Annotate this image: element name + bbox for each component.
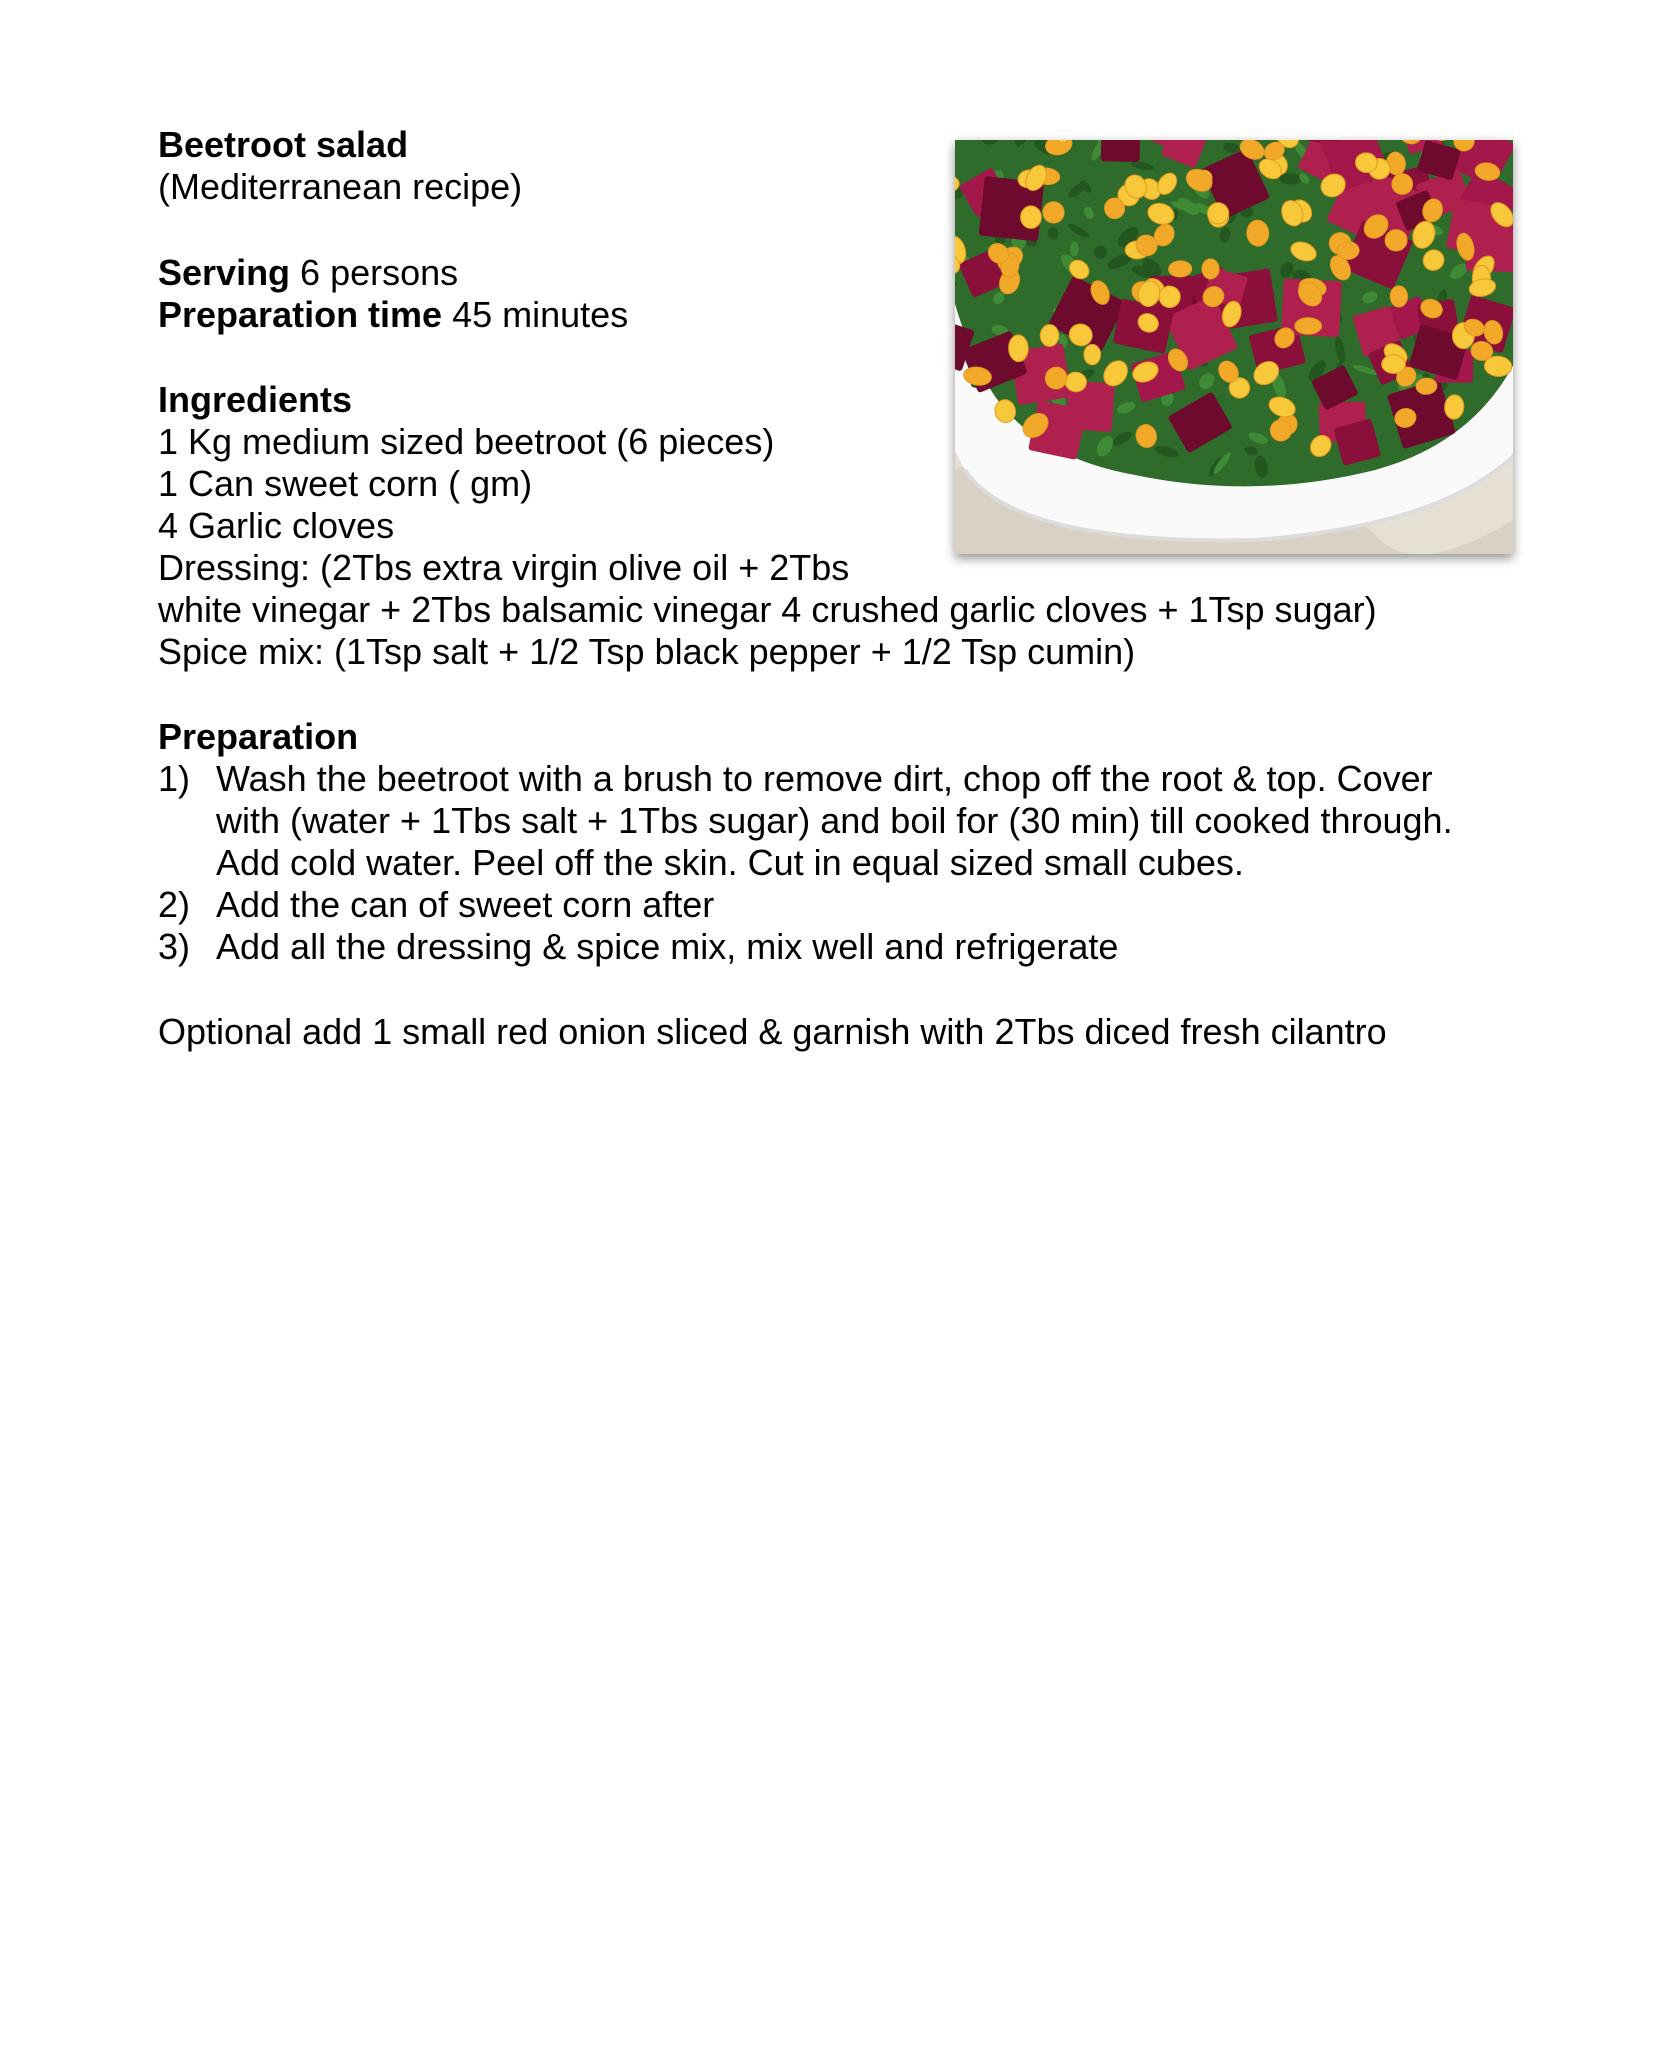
corn-kernel <box>1416 378 1438 395</box>
corn-kernel <box>1084 344 1101 365</box>
corn-kernel <box>1382 355 1406 374</box>
salad-photo <box>955 140 1513 554</box>
step-number: 1) <box>158 758 191 799</box>
spacer <box>158 968 1518 1011</box>
preparation-step <box>158 758 1518 884</box>
corn-kernel <box>1295 318 1322 334</box>
preparation-heading: Preparation <box>158 716 359 757</box>
prep-time-label: Preparation time <box>158 294 443 335</box>
beet-cube <box>1101 140 1141 162</box>
ingredient-item: Dressing: (2Tbs extra virgin olive oil + 2Tbs <box>158 547 850 588</box>
corn-kernel <box>1020 206 1041 229</box>
ingredient-item: 1 Kg medium sized beetroot (6 pieces) <box>158 421 775 462</box>
step-number: 2) <box>158 884 191 925</box>
ingredient-item: 1 Can sweet corn ( gm) <box>158 463 533 504</box>
ingredient-item: white vinegar + 2Tbs balsamic vinegar 4 crushed garlic cloves + 1Tsp sugar) <box>158 589 1377 630</box>
ingredient-item: 4 Garlic cloves <box>158 505 395 546</box>
step-text: Add all the dressing & spice mix, mix well and refrigerate <box>216 926 1119 967</box>
preparation-step <box>158 884 1518 926</box>
spacer <box>158 673 1518 716</box>
prep-time-value: 45 minutes <box>442 294 629 335</box>
ingredient-item: Spice mix: (1Tsp salt + 1/2 Tsp black pepper + 1/2 Tsp cumin) <box>158 631 1136 672</box>
preparation-step <box>158 926 1518 968</box>
corn-kernel <box>1385 229 1408 251</box>
corn-kernel <box>1168 260 1192 277</box>
step-text: Add the can of sweet corn after <box>216 884 715 925</box>
ingredients-heading: Ingredients <box>158 379 353 420</box>
corn-kernel <box>1202 259 1219 279</box>
salad-illustration <box>955 140 1513 554</box>
corn-kernel <box>1008 335 1028 362</box>
corn-kernel <box>1040 325 1059 347</box>
step-number: 3) <box>158 926 191 967</box>
recipe-title: Beetroot salad <box>158 124 409 165</box>
corn-kernel <box>1390 286 1408 308</box>
recipe-subtitle: (Mediterranean recipe) <box>158 166 523 207</box>
serving-value: 6 persons <box>290 252 459 293</box>
serving-label: Serving <box>158 252 291 293</box>
optional-note: Optional add 1 small red onion sliced & garnish with 2Tbs diced fresh cilantro <box>158 1011 1387 1052</box>
step-text: Wash the beetroot with a brush to remove dirt, chop off the root & top. Cover with (water + 1Tbs salt + 1Tbs sugar) and boil for (30 min) till cooked through. Add cold water. Peel off the skin. Cut in equal sized small cubes. <box>216 758 1453 883</box>
